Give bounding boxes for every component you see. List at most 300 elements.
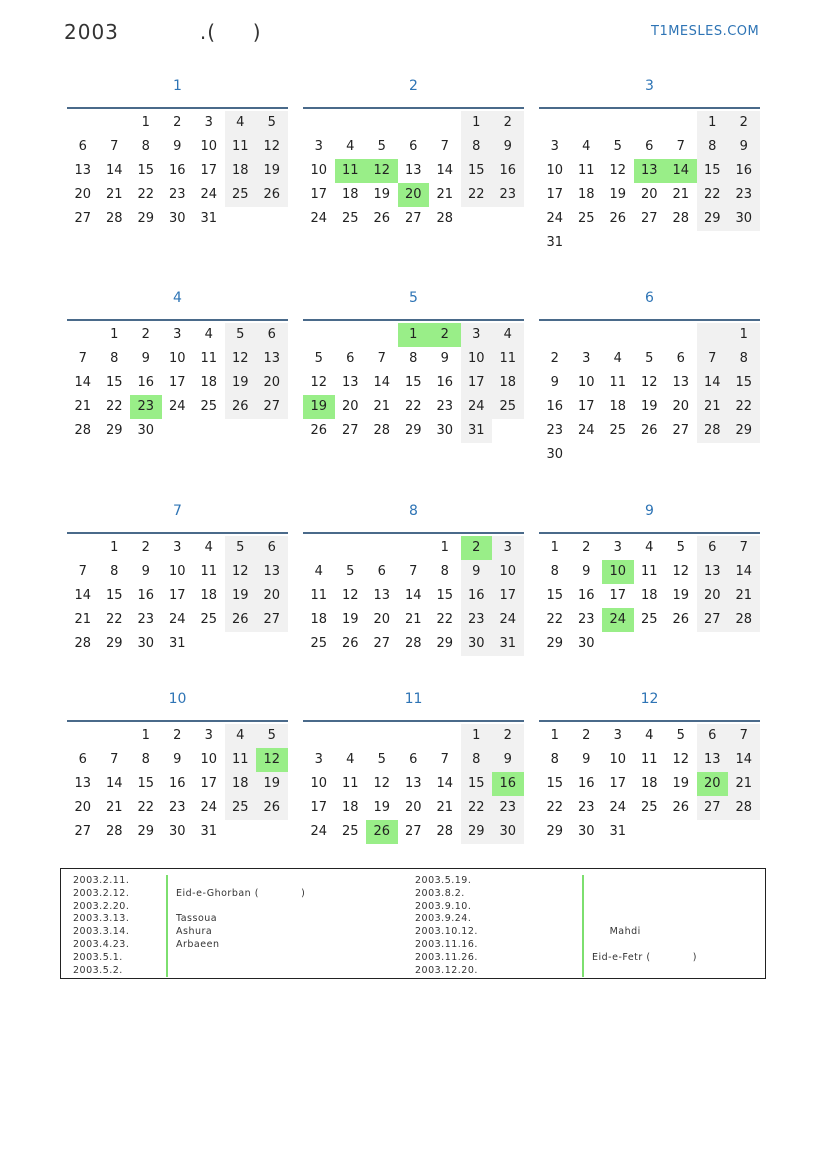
holiday-row <box>415 939 755 952</box>
brand-logo-text[interactable]: T1MESLES.COM <box>651 24 760 39</box>
month-block <box>67 684 288 844</box>
day-cell: 13 <box>373 588 391 603</box>
day-cell: 10 <box>546 163 564 178</box>
holiday-date: 2003.8.2. <box>415 887 465 899</box>
day-cell: 2 <box>492 111 524 135</box>
empty-day-cell <box>162 419 194 443</box>
day-cell: 26 <box>366 820 398 844</box>
month-grid <box>539 111 760 255</box>
empty-day-cell <box>67 536 99 560</box>
day-cell: 8 <box>697 135 729 159</box>
day-cell: 2 <box>550 351 559 366</box>
day-cell: 8 <box>141 752 150 767</box>
day-cell: 24 <box>310 211 328 226</box>
day-cell: 23 <box>137 612 155 627</box>
holiday-marker <box>582 952 584 965</box>
day-cell: 14 <box>74 375 92 390</box>
day-cell: 9 <box>141 351 150 366</box>
day-cell: 5 <box>225 323 257 347</box>
empty-day-cell <box>697 632 729 656</box>
day-cell: 1 <box>398 323 430 347</box>
day-cell: 24 <box>577 423 595 438</box>
day-cell: 28 <box>105 211 123 226</box>
day-cell: 16 <box>577 776 595 791</box>
empty-day-cell <box>634 820 666 844</box>
day-cell: 29 <box>697 207 729 231</box>
day-cell: 29 <box>728 419 760 443</box>
day-cell: 11 <box>335 159 367 183</box>
day-cell: 4 <box>492 323 524 347</box>
day-cell: 4 <box>314 564 323 579</box>
day-cell: 14 <box>105 163 123 178</box>
empty-day-cell <box>571 323 603 347</box>
empty-day-cell <box>366 724 398 748</box>
day-cell: 25 <box>200 399 218 414</box>
day-cell: 2 <box>728 111 760 135</box>
holiday-row <box>415 913 755 926</box>
empty-day-cell <box>634 231 666 255</box>
day-cell: 19 <box>303 395 335 419</box>
day-cell: 22 <box>546 800 564 815</box>
day-cell: 3 <box>314 752 323 767</box>
day-cell: 17 <box>492 584 524 608</box>
day-cell: 16 <box>461 584 493 608</box>
month-grid <box>303 323 524 443</box>
holiday-row <box>415 952 755 965</box>
day-cell: 8 <box>550 564 559 579</box>
empty-day-cell <box>571 111 603 135</box>
empty-day-cell <box>461 207 493 231</box>
day-cell: 20 <box>256 371 288 395</box>
holiday-date: 2003.5.2. <box>73 964 123 976</box>
holiday-row <box>415 926 755 939</box>
month-title: 1 <box>67 71 288 109</box>
holiday-date: 2003.3.13. <box>73 913 130 925</box>
empty-day-cell <box>256 207 288 231</box>
empty-day-cell <box>665 632 697 656</box>
empty-day-cell <box>602 111 634 135</box>
month-grid <box>539 724 760 844</box>
day-cell: 27 <box>697 796 729 820</box>
day-cell: 12 <box>366 159 398 183</box>
empty-day-cell <box>225 820 257 844</box>
day-cell: 15 <box>728 371 760 395</box>
holiday-row <box>73 965 403 978</box>
day-cell: 27 <box>256 395 288 419</box>
day-cell: 14 <box>697 371 729 395</box>
day-cell: 22 <box>404 399 422 414</box>
day-cell: 20 <box>373 612 391 627</box>
day-cell: 17 <box>609 588 627 603</box>
holiday-date: 2003.5.1. <box>73 951 123 963</box>
holiday-marker <box>166 913 168 926</box>
day-cell: 7 <box>440 139 449 154</box>
holiday-name: Arbaeen <box>176 938 220 950</box>
day-cell: 25 <box>492 395 524 419</box>
holiday-marker <box>166 965 168 978</box>
holiday-name: Mahdi <box>592 926 641 938</box>
empty-day-cell <box>335 111 367 135</box>
day-cell: 8 <box>141 139 150 154</box>
day-cell: 5 <box>377 752 386 767</box>
day-cell: 15 <box>105 588 123 603</box>
day-cell: 8 <box>110 351 119 366</box>
day-cell: 16 <box>168 776 186 791</box>
day-cell: 5 <box>314 351 323 366</box>
day-cell: 24 <box>609 800 627 815</box>
empty-day-cell <box>99 111 131 135</box>
day-cell: 15 <box>137 163 155 178</box>
day-cell: 24 <box>200 187 218 202</box>
holiday-row <box>415 888 755 901</box>
month-grid <box>67 536 288 656</box>
month-title: 2 <box>303 71 524 109</box>
day-cell: 28 <box>672 211 690 226</box>
holiday-date: 2003.11.26. <box>415 951 478 963</box>
day-cell: 17 <box>168 588 186 603</box>
day-cell: 11 <box>640 752 658 767</box>
holiday-date: 2003.9.24. <box>415 913 472 925</box>
day-cell: 30 <box>436 423 454 438</box>
month-grid <box>67 724 288 844</box>
empty-day-cell <box>67 724 99 748</box>
day-cell: 17 <box>168 375 186 390</box>
day-cell: 24 <box>546 211 564 226</box>
empty-day-cell <box>256 820 288 844</box>
day-cell: 7 <box>78 351 87 366</box>
day-cell: 22 <box>137 187 155 202</box>
day-cell: 14 <box>105 776 123 791</box>
day-cell: 13 <box>74 163 92 178</box>
day-cell: 5 <box>256 111 288 135</box>
holiday-row <box>73 913 403 926</box>
day-cell: 17 <box>546 187 564 202</box>
day-cell: 12 <box>640 375 658 390</box>
day-cell: 30 <box>577 636 595 651</box>
day-cell: 28 <box>728 608 760 632</box>
day-cell: 19 <box>373 800 391 815</box>
holiday-list-right-column <box>415 875 755 977</box>
month-grid <box>539 323 760 467</box>
day-cell: 9 <box>492 748 524 772</box>
day-cell: 4 <box>204 540 213 555</box>
day-cell: 25 <box>225 183 257 207</box>
month-title: 5 <box>303 283 524 321</box>
day-cell: 18 <box>225 772 257 796</box>
day-cell: 8 <box>728 347 760 371</box>
day-cell: 21 <box>74 612 92 627</box>
day-cell: 3 <box>173 327 182 342</box>
day-cell: 19 <box>225 371 257 395</box>
day-cell: 21 <box>105 187 123 202</box>
empty-day-cell <box>634 443 666 467</box>
day-cell: 22 <box>105 612 123 627</box>
day-cell: 22 <box>697 183 729 207</box>
day-cell: 31 <box>461 419 493 443</box>
month-grid <box>67 111 288 231</box>
day-cell: 10 <box>492 560 524 584</box>
day-cell: 22 <box>728 395 760 419</box>
day-cell: 14 <box>74 588 92 603</box>
day-cell: 13 <box>256 560 288 584</box>
empty-day-cell <box>398 536 430 560</box>
month-grid <box>303 111 524 231</box>
day-cell: 27 <box>697 608 729 632</box>
day-cell: 17 <box>461 371 493 395</box>
day-cell: 23 <box>436 399 454 414</box>
holiday-date: 2003.5.19. <box>415 875 472 886</box>
day-cell: 7 <box>377 351 386 366</box>
empty-day-cell <box>697 443 729 467</box>
day-cell: 28 <box>404 636 422 651</box>
day-cell: 1 <box>110 327 119 342</box>
day-cell: 3 <box>492 536 524 560</box>
day-cell: 18 <box>577 187 595 202</box>
day-cell: 12 <box>256 135 288 159</box>
day-cell: 23 <box>492 183 524 207</box>
day-cell: 26 <box>672 800 690 815</box>
day-cell: 5 <box>645 351 654 366</box>
day-cell: 10 <box>461 347 493 371</box>
month-title: 3 <box>539 71 760 109</box>
day-cell: 10 <box>200 752 218 767</box>
empty-day-cell <box>728 820 760 844</box>
day-cell: 20 <box>256 584 288 608</box>
day-cell: 4 <box>204 327 213 342</box>
day-cell: 2 <box>173 115 182 130</box>
day-cell: 2 <box>141 327 150 342</box>
day-cell: 26 <box>640 423 658 438</box>
day-cell: 6 <box>346 351 355 366</box>
day-cell: 27 <box>404 211 422 226</box>
day-cell: 15 <box>137 776 155 791</box>
day-cell: 3 <box>613 540 622 555</box>
holiday-row <box>73 952 403 965</box>
day-cell: 13 <box>404 776 422 791</box>
day-cell: 4 <box>225 724 257 748</box>
day-cell: 5 <box>676 540 685 555</box>
month-block <box>67 71 288 231</box>
day-cell: 13 <box>404 163 422 178</box>
month-block <box>539 496 760 656</box>
day-cell: 23 <box>492 796 524 820</box>
day-cell: 16 <box>728 159 760 183</box>
day-cell: 17 <box>310 187 328 202</box>
day-cell: 19 <box>672 776 690 791</box>
day-cell: 29 <box>105 636 123 651</box>
empty-day-cell <box>429 111 461 135</box>
day-cell: 10 <box>168 564 186 579</box>
empty-day-cell <box>697 820 729 844</box>
day-cell: 11 <box>609 375 627 390</box>
day-cell: 31 <box>609 824 627 839</box>
day-cell: 30 <box>461 632 493 656</box>
empty-day-cell <box>303 536 335 560</box>
day-cell: 16 <box>436 375 454 390</box>
day-cell: 26 <box>373 211 391 226</box>
day-cell: 19 <box>256 159 288 183</box>
day-cell: 16 <box>492 159 524 183</box>
empty-day-cell <box>602 632 634 656</box>
day-cell: 10 <box>310 776 328 791</box>
empty-day-cell <box>665 443 697 467</box>
day-cell: 13 <box>697 560 729 584</box>
day-cell: 16 <box>546 399 564 414</box>
month-title: 12 <box>539 684 760 722</box>
day-cell: 4 <box>645 540 654 555</box>
day-cell: 11 <box>200 351 218 366</box>
empty-day-cell <box>728 231 760 255</box>
day-cell: 19 <box>341 612 359 627</box>
day-cell: 26 <box>310 423 328 438</box>
day-cell: 26 <box>256 183 288 207</box>
empty-day-cell <box>366 111 398 135</box>
day-cell: 16 <box>577 588 595 603</box>
month-block <box>539 71 760 255</box>
day-cell: 7 <box>110 752 119 767</box>
day-cell: 1 <box>141 728 150 743</box>
holiday-marker <box>582 965 584 978</box>
day-cell: 24 <box>461 395 493 419</box>
day-cell: 23 <box>461 608 493 632</box>
day-cell: 23 <box>168 187 186 202</box>
empty-day-cell <box>225 632 257 656</box>
day-cell: 1 <box>728 323 760 347</box>
day-cell: 4 <box>645 728 654 743</box>
day-cell: 6 <box>645 139 654 154</box>
day-cell: 6 <box>78 139 87 154</box>
day-cell: 20 <box>697 584 729 608</box>
day-cell: 21 <box>373 399 391 414</box>
empty-day-cell <box>225 207 257 231</box>
day-cell: 30 <box>137 423 155 438</box>
empty-day-cell <box>602 443 634 467</box>
holiday-marker <box>582 901 584 914</box>
day-cell: 26 <box>225 395 257 419</box>
month-grid <box>303 536 524 656</box>
day-cell: 18 <box>609 399 627 414</box>
day-cell: 3 <box>204 115 213 130</box>
day-cell: 29 <box>404 423 422 438</box>
day-cell: 20 <box>404 800 422 815</box>
day-cell: 19 <box>672 588 690 603</box>
day-cell: 15 <box>436 588 454 603</box>
day-cell: 31 <box>168 636 186 651</box>
empty-day-cell <box>634 323 666 347</box>
day-cell: 9 <box>173 752 182 767</box>
day-cell: 9 <box>728 135 760 159</box>
day-cell: 6 <box>676 351 685 366</box>
day-cell: 10 <box>200 139 218 154</box>
day-cell: 6 <box>409 139 418 154</box>
day-cell: 23 <box>577 612 595 627</box>
empty-day-cell <box>665 323 697 347</box>
holiday-row <box>73 875 403 888</box>
day-cell: 14 <box>728 560 760 584</box>
day-cell: 25 <box>640 612 658 627</box>
month-title: 4 <box>67 283 288 321</box>
day-cell: 13 <box>634 159 666 183</box>
holiday-name: Eid-e-Ghorban ( ) <box>176 887 306 899</box>
day-cell: 1 <box>110 540 119 555</box>
day-cell: 7 <box>728 536 760 560</box>
holiday-marker <box>582 888 584 901</box>
day-cell: 2 <box>461 536 493 560</box>
day-cell: 30 <box>728 207 760 231</box>
day-cell: 6 <box>78 752 87 767</box>
empty-day-cell <box>492 207 524 231</box>
holiday-marker <box>166 901 168 914</box>
holiday-date: 2003.11.16. <box>415 938 478 950</box>
day-cell: 12 <box>609 163 627 178</box>
day-cell: 2 <box>492 724 524 748</box>
day-cell: 9 <box>582 564 591 579</box>
day-cell: 30 <box>492 820 524 844</box>
holiday-marker <box>582 926 584 939</box>
month-title: 9 <box>539 496 760 534</box>
day-cell: 12 <box>256 748 288 772</box>
day-cell: 18 <box>640 776 658 791</box>
day-cell: 25 <box>341 824 359 839</box>
day-cell: 11 <box>225 135 257 159</box>
empty-day-cell <box>335 724 367 748</box>
day-cell: 1 <box>440 540 449 555</box>
day-cell: 27 <box>672 423 690 438</box>
day-cell: 19 <box>609 187 627 202</box>
day-cell: 5 <box>256 724 288 748</box>
day-cell: 29 <box>137 824 155 839</box>
holiday-date: 2003.2.20. <box>73 900 130 912</box>
day-cell: 2 <box>582 728 591 743</box>
day-cell: 24 <box>602 608 634 632</box>
day-cell: 12 <box>341 588 359 603</box>
day-cell: 21 <box>436 800 454 815</box>
empty-day-cell <box>67 323 99 347</box>
empty-day-cell <box>602 323 634 347</box>
day-cell: 15 <box>105 375 123 390</box>
empty-day-cell <box>539 111 571 135</box>
day-cell: 27 <box>373 636 391 651</box>
day-cell: 13 <box>672 375 690 390</box>
day-cell: 25 <box>577 211 595 226</box>
empty-day-cell <box>728 443 760 467</box>
holiday-list <box>60 868 766 979</box>
empty-day-cell <box>256 632 288 656</box>
day-cell: 19 <box>256 772 288 796</box>
day-cell: 2 <box>173 728 182 743</box>
day-cell: 12 <box>672 752 690 767</box>
day-cell: 2 <box>141 540 150 555</box>
holiday-date: 2003.12.20. <box>415 964 478 976</box>
month-grid <box>303 724 524 844</box>
day-cell: 3 <box>582 351 591 366</box>
holiday-marker <box>166 875 168 888</box>
day-cell: 16 <box>168 163 186 178</box>
day-cell: 6 <box>409 752 418 767</box>
day-cell: 17 <box>200 163 218 178</box>
day-cell: 9 <box>141 564 150 579</box>
day-cell: 18 <box>341 800 359 815</box>
day-cell: 29 <box>137 211 155 226</box>
day-cell: 21 <box>436 187 454 202</box>
day-cell: 28 <box>436 824 454 839</box>
day-cell: 22 <box>461 796 493 820</box>
day-cell: 11 <box>225 748 257 772</box>
day-cell: 17 <box>310 800 328 815</box>
month-block <box>303 283 524 443</box>
holiday-row <box>73 926 403 939</box>
day-cell: 24 <box>168 612 186 627</box>
